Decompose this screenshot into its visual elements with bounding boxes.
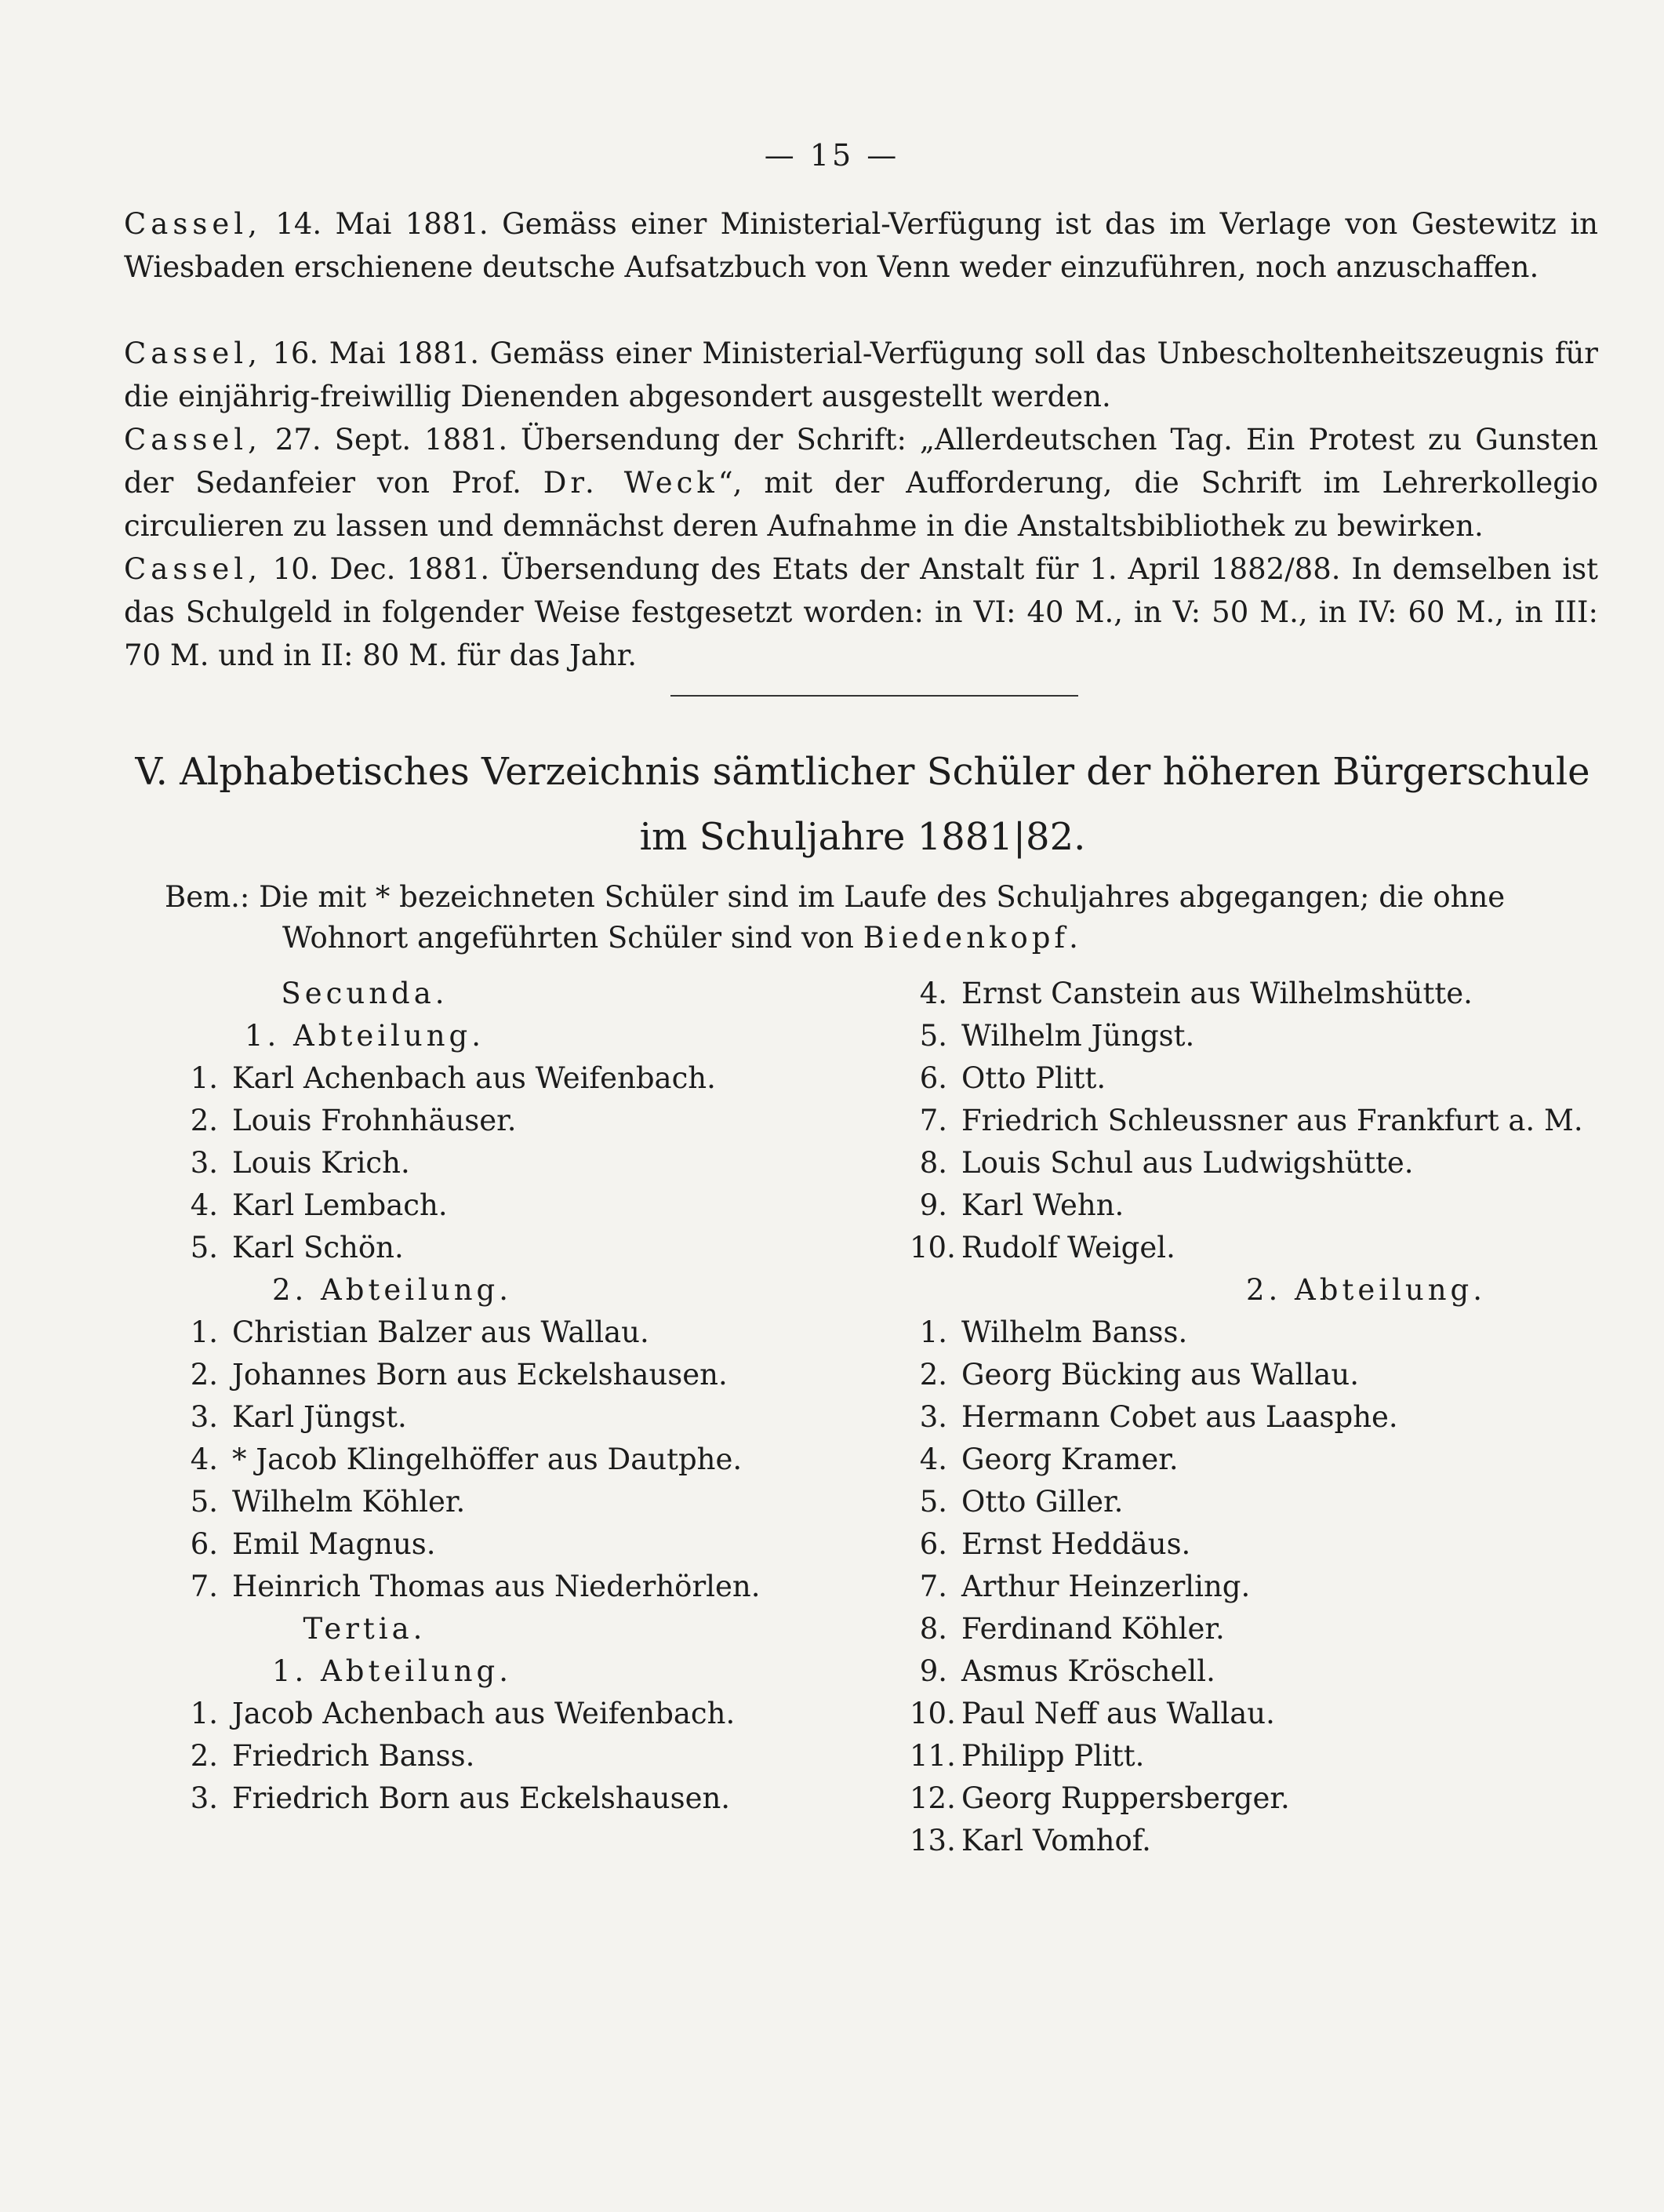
item-number: 4. bbox=[919, 1443, 947, 1476]
list-item bbox=[910, 1566, 1600, 1608]
list-item bbox=[910, 1312, 1600, 1354]
item-number: 3. bbox=[919, 1400, 947, 1434]
student-name: Georg Ruppersberger. bbox=[961, 1781, 1290, 1815]
student-name: Georg Kramer. bbox=[961, 1443, 1179, 1476]
section-heading-line1: V. Alphabetisches Verzeichnis sämtlicher Schüler der höheren Bürgerschule bbox=[135, 750, 1590, 794]
list-item bbox=[910, 1608, 1600, 1650]
list-item bbox=[910, 1481, 1600, 1523]
right-column bbox=[910, 973, 1600, 1862]
section-divider bbox=[670, 695, 1078, 697]
item-number: 7. bbox=[919, 1104, 947, 1137]
paragraph-3-text-b: “, mit der Aufforderung, die Schrift im Lehrerkollegio circulieren zu lassen und demnächst deren Aufnahme in die Anstaltsbibliothek zu bewirken. bbox=[124, 466, 1598, 543]
item-number: 4. bbox=[919, 977, 947, 1010]
student-name: Emil Magnus. bbox=[232, 1527, 436, 1561]
item-number: 9. bbox=[919, 1654, 947, 1688]
item-number: 3. bbox=[190, 1781, 218, 1815]
student-name: Friedrich Schleussner aus Frankfurt a. M. bbox=[961, 1104, 1583, 1137]
list-item bbox=[910, 1439, 1600, 1481]
student-name: Wilhelm Köhler. bbox=[232, 1485, 466, 1519]
list-item bbox=[910, 1523, 1600, 1566]
item-number: 10. bbox=[910, 1231, 956, 1264]
list-item bbox=[910, 1396, 1600, 1439]
remark-text1: Die mit * bezeichneten Schüler sind im Laufe des Schuljahres abgegangen; die ohne bbox=[249, 880, 1506, 914]
paragraph-4-text: 10. Dec. 1881. Übersendung des Etats der Anstalt für 1. April 1882/88. In demselben ist das Schulgeld in folgender Weise festgesetzt worden: in VI: 40 M., in V: 50 M., in IV: 60 M., in III: 70 M. und in II: 80 M. für das Jahr. bbox=[124, 552, 1598, 672]
student-name: Karl Lembach. bbox=[232, 1188, 448, 1222]
student-name: Rudolf Weigel. bbox=[961, 1231, 1175, 1264]
paragraph-2-text: 16. Mai 1881. Gemäss einer Ministerial-Verfügung soll das Unbescholtenheitszeugnis für die einjährig-freiwillig Dienenden abgesondert ausgestellt werden. bbox=[124, 337, 1598, 413]
student-name: Hermann Cobet aus Laasphe. bbox=[961, 1400, 1398, 1434]
item-number: 8. bbox=[919, 1146, 947, 1180]
item-number: 12. bbox=[910, 1781, 956, 1815]
item-number: 10. bbox=[910, 1697, 956, 1730]
student-name: Friedrich Banss. bbox=[232, 1739, 475, 1773]
paragraph-4-lead: Cassel, bbox=[124, 552, 262, 586]
student-name: Otto Plitt. bbox=[961, 1061, 1106, 1095]
remark-end: . bbox=[1069, 921, 1078, 955]
remark-line1 bbox=[165, 877, 1600, 918]
remark bbox=[165, 877, 1600, 959]
item-number: 1. bbox=[919, 1315, 947, 1349]
student-name: Asmus Kröschell. bbox=[961, 1654, 1215, 1688]
student-name: Louis Krich. bbox=[232, 1146, 410, 1180]
list-item bbox=[910, 1693, 1600, 1735]
student-name: Karl Schön. bbox=[232, 1231, 404, 1264]
left-column bbox=[180, 973, 886, 1820]
paragraph-3-text-a: 27. Sept. 1881. Übersendung der Schrift: „Allerdeutschen Tag. Ein Protest zu Gunsten der Sedanfeier von Prof. bbox=[124, 423, 1598, 500]
student-name: Ferdinand Köhler. bbox=[961, 1612, 1225, 1646]
list-item bbox=[180, 1481, 886, 1523]
item-number: 13. bbox=[910, 1824, 956, 1857]
paragraph-1-text: 14. Mai 1881. Gemäss einer Ministerial-Verfügung ist das im Verlage von Gestewitz in Wiesbaden erschienene deutsche Aufsatzbuch von Venn weder einzuführen, noch anzuschaffen. bbox=[124, 207, 1598, 284]
secunda-abt1-title: 1. Abteilung. bbox=[244, 1019, 485, 1053]
student-name: Karl Wehn. bbox=[961, 1188, 1124, 1222]
item-number: 2. bbox=[190, 1104, 218, 1137]
paragraph-2-lead: Cassel, bbox=[124, 337, 262, 370]
student-name: Christian Balzer aus Wallau. bbox=[232, 1315, 649, 1349]
item-number: 6. bbox=[190, 1527, 218, 1561]
item-number: 9. bbox=[919, 1188, 947, 1222]
remark-line2 bbox=[165, 918, 1600, 959]
item-number: 6. bbox=[919, 1061, 947, 1095]
student-name: Karl Vomhof. bbox=[961, 1824, 1151, 1857]
student-name: Friedrich Born aus Eckelshausen. bbox=[232, 1781, 731, 1815]
paragraph-3 bbox=[124, 418, 1598, 548]
item-number: 2. bbox=[919, 1358, 947, 1392]
secunda-title: Secunda. bbox=[281, 977, 449, 1010]
list-item bbox=[180, 1396, 886, 1439]
student-name: Louis Frohnhäuser. bbox=[232, 1104, 517, 1137]
item-number: 1. bbox=[190, 1697, 218, 1730]
list-item bbox=[910, 1650, 1600, 1693]
student-name: Arthur Heinzerling. bbox=[961, 1570, 1251, 1603]
paragraph-4 bbox=[124, 548, 1598, 677]
list-item bbox=[180, 1777, 886, 1820]
student-name: Jacob Achenbach aus Weifenbach. bbox=[232, 1697, 736, 1730]
paragraph-1 bbox=[124, 202, 1598, 289]
item-number: 6. bbox=[919, 1527, 947, 1561]
student-name: Louis Schul aus Ludwigshütte. bbox=[961, 1146, 1414, 1180]
remark-town: Biedenkopf bbox=[863, 921, 1070, 955]
list-item bbox=[180, 1693, 886, 1735]
item-number: 5. bbox=[190, 1231, 218, 1264]
student-name: Ernst Canstein aus Wilhelmshütte. bbox=[961, 977, 1473, 1010]
item-number: 3. bbox=[190, 1146, 218, 1180]
list-item bbox=[180, 1735, 886, 1777]
student-name: Karl Jüngst. bbox=[232, 1400, 407, 1434]
list-item bbox=[180, 1100, 886, 1142]
list-item bbox=[180, 1312, 886, 1354]
item-number: 7. bbox=[190, 1570, 218, 1603]
student-name: Johannes Born aus Eckelshausen. bbox=[232, 1358, 728, 1392]
list-item bbox=[910, 1735, 1600, 1777]
list-item bbox=[180, 1057, 886, 1100]
paragraph-2 bbox=[124, 332, 1598, 418]
list-item bbox=[910, 1820, 1600, 1862]
item-number: 8. bbox=[919, 1612, 947, 1646]
student-name: Georg Bücking aus Wallau. bbox=[961, 1358, 1359, 1392]
tertia-title: Tertia. bbox=[303, 1612, 427, 1646]
item-number: 11. bbox=[910, 1739, 956, 1773]
list-item bbox=[180, 1142, 886, 1184]
item-number: 1. bbox=[190, 1061, 218, 1095]
item-number: 5. bbox=[919, 1485, 947, 1519]
list-item bbox=[910, 1100, 1600, 1142]
student-name: Heinrich Thomas aus Niederhörlen. bbox=[232, 1570, 761, 1603]
list-item bbox=[910, 973, 1600, 1015]
tertia-abt2-title: 2. Abteilung. bbox=[1245, 1273, 1486, 1307]
item-number: 1. bbox=[190, 1315, 218, 1349]
item-number: 5. bbox=[190, 1485, 218, 1519]
item-number: 4. bbox=[190, 1188, 218, 1222]
list-item bbox=[180, 1523, 886, 1566]
student-name: Wilhelm Banss. bbox=[961, 1315, 1188, 1349]
list-item bbox=[910, 1015, 1600, 1057]
list-item bbox=[910, 1184, 1600, 1227]
list-item bbox=[910, 1354, 1600, 1396]
list-item bbox=[910, 1777, 1600, 1820]
item-number: 2. bbox=[190, 1358, 218, 1392]
paragraph-3-spaced: Dr. Weck bbox=[543, 466, 718, 500]
student-name: Wilhelm Jüngst. bbox=[961, 1019, 1195, 1053]
list-item bbox=[180, 1184, 886, 1227]
item-number: 2. bbox=[190, 1739, 218, 1773]
list-item bbox=[180, 1354, 886, 1396]
student-name: * Jacob Klingelhöffer aus Dautphe. bbox=[232, 1443, 743, 1476]
remark-label: Bem.: bbox=[165, 880, 250, 914]
student-name: Ernst Heddäus. bbox=[961, 1527, 1191, 1561]
section-heading-line2: im Schuljahre 1881|82. bbox=[639, 815, 1086, 859]
item-number: 5. bbox=[919, 1019, 947, 1053]
page-number: — 15 — bbox=[764, 138, 900, 173]
student-name: Paul Neff aus Wallau. bbox=[961, 1697, 1275, 1730]
item-number: 7. bbox=[919, 1570, 947, 1603]
student-name: Otto Giller. bbox=[961, 1485, 1124, 1519]
paragraph-1-lead: Cassel, bbox=[124, 207, 262, 241]
tertia-abt1-title: 1. Abteilung. bbox=[271, 1654, 512, 1688]
list-item bbox=[910, 1057, 1600, 1100]
item-number: 3. bbox=[190, 1400, 218, 1434]
paragraph-3-lead: Cassel, bbox=[124, 423, 262, 457]
list-item bbox=[180, 1566, 886, 1608]
secunda-abt2-title: 2. Abteilung. bbox=[271, 1273, 512, 1307]
item-number: 4. bbox=[190, 1443, 218, 1476]
student-name: Karl Achenbach aus Weifenbach. bbox=[232, 1061, 716, 1095]
list-item bbox=[180, 1439, 886, 1481]
student-name: Philipp Plitt. bbox=[961, 1739, 1145, 1773]
list-item bbox=[910, 1227, 1600, 1269]
list-item bbox=[910, 1142, 1600, 1184]
list-item bbox=[180, 1227, 886, 1269]
remark-text2: Wohnort angeführten Schüler sind von bbox=[282, 921, 863, 955]
